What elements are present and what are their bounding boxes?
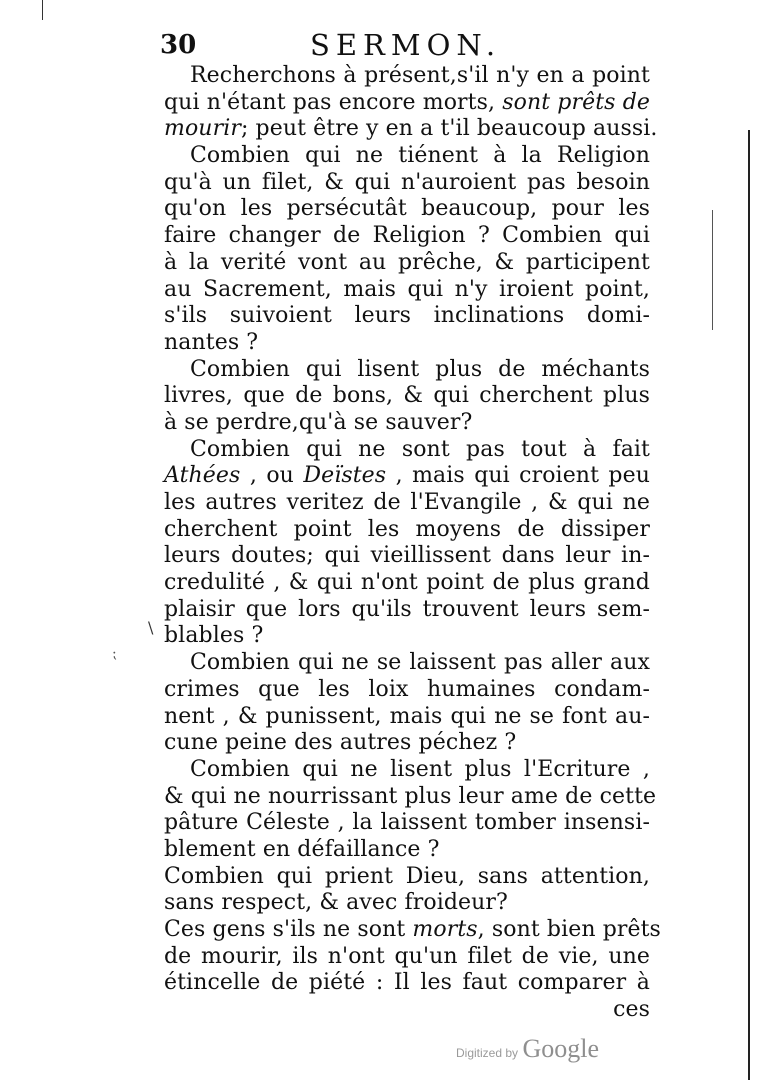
page-edge-shadow <box>712 210 713 330</box>
text-span: Ces gens s'ils ne sont <box>164 917 413 942</box>
text-span: , mais qui croient peu <box>386 463 650 489</box>
text-line: Combien qui ne tiénent à la Religion <box>190 143 650 169</box>
text-line: Combien qui ne se laissent pas aller aux <box>190 650 650 676</box>
text-line: ces <box>613 997 650 1023</box>
text-line: & qui ne nourrissant plus leur ame de cette <box>164 783 657 809</box>
text-span: ; peut être y en a t'il beaucoup aussi. <box>240 116 658 142</box>
text-span: , sont bien prêts <box>477 917 661 942</box>
margin-tick: \ <box>148 618 154 637</box>
text-line: leurs doutes; qui vieillissent dans leur in- <box>164 543 650 569</box>
margin-smudge: ⁏ <box>112 646 117 662</box>
text-line: pâture Céleste , la laissent tomber insensi- <box>164 810 650 836</box>
text-line: Combien qui prient Dieu, sans attention, <box>164 863 650 889</box>
text-span: , ou <box>240 463 304 489</box>
text-line: s'ils suivoient leurs inclinations domi- <box>164 303 650 329</box>
running-head: SERMON. <box>310 28 502 62</box>
text-line: Combien qui ne lisent plus l'Ecriture , <box>190 756 650 782</box>
watermark-brand: Google <box>522 1034 600 1063</box>
text-line: cherchent point les moyens de dissiper <box>164 516 650 542</box>
text-line: Combien qui ne sont pas tout à fait <box>190 436 650 462</box>
text-line: les autres veritez de l'Evangile , & qui ne <box>164 490 650 515</box>
text-line: nantes ? <box>164 329 259 355</box>
italic-span: morts <box>412 917 478 942</box>
text-line: qu'à un filet, & qui n'auroient pas besoin <box>164 169 650 195</box>
text-line: blables ? <box>164 623 264 649</box>
watermark-prefix: Digitized by <box>456 1046 519 1060</box>
digitization-watermark <box>456 1034 599 1064</box>
page-header <box>160 28 660 68</box>
text-line: à se perdre,qu'à se sauver? <box>164 409 473 435</box>
italic-span: mourir <box>164 116 241 142</box>
italic-span: Athées <box>164 463 241 489</box>
text-line <box>164 463 650 490</box>
text-line: de mourir, ils n'ont qu'un filet de vie, une <box>164 943 650 969</box>
text-line <box>164 90 650 117</box>
text-line: sans respect, & avec froideur? <box>164 890 508 916</box>
text-line: à la verité vont au prêche, & participent <box>164 249 650 275</box>
text-line: Recherchons à présent,s'il n'y en a point <box>190 63 650 88</box>
text-line: nent , & punissent, mais qui ne se font au- <box>164 703 650 729</box>
text-line <box>164 116 658 143</box>
text-span: qui n'étant pas encore morts, <box>164 89 503 115</box>
text-line: Combien qui lisent plus de méchants <box>190 356 650 382</box>
text-line: étincelle de piété : Il les faut comparer à <box>164 970 650 996</box>
text-line: plaisir que lors qu'ils trouvent leurs sem- <box>164 596 650 622</box>
text-line: qu'on les persécutât beaucoup, pour les <box>164 196 650 222</box>
italic-span: Deïstes <box>303 463 387 489</box>
text-line: crimes que les loix humaines condam- <box>164 676 650 702</box>
text-line <box>164 917 661 944</box>
page-edge-mark <box>42 0 43 20</box>
page-edge-right <box>748 130 750 1080</box>
text-line: faire changer de Religion ? Combien qui <box>164 223 650 249</box>
text-line: au Sacrement, mais qui n'y iroient point, <box>164 276 650 302</box>
text-line: blement en défaillance ? <box>164 836 440 862</box>
page-number: 30 <box>160 30 197 60</box>
body-text <box>164 63 661 1024</box>
text-line: credulité , & qui n'ont point de plus grand <box>164 570 650 596</box>
text-line: livres, que de bons, & qui cherchent plus <box>164 383 650 409</box>
italic-span: sont prêts de <box>502 89 650 115</box>
text-line: cune peine des autres péchez ? <box>164 730 517 756</box>
